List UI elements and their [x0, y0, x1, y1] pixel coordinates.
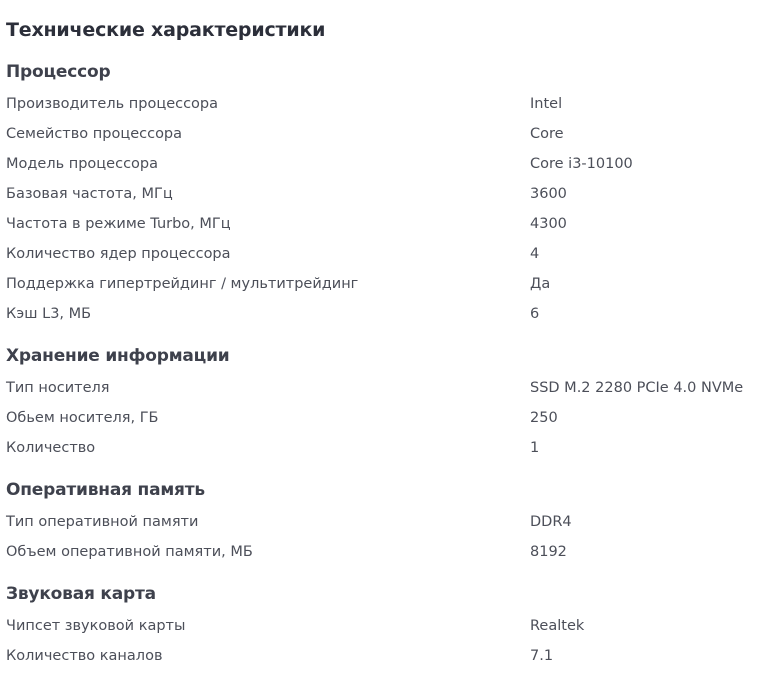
spec-value: 7.1	[530, 648, 554, 664]
section-title: Хранение информации	[6, 346, 230, 366]
spec-value: Core i3-10100	[530, 156, 633, 172]
spec-section	[6, 344, 759, 468]
spec-row	[6, 646, 759, 676]
spec-name: Кэш L3, МБ	[6, 306, 92, 322]
spec-row	[6, 408, 759, 438]
spec-row	[6, 154, 759, 184]
spec-row	[6, 542, 759, 572]
spec-row	[6, 438, 759, 468]
spec-name: Тип оперативной памяти	[6, 514, 199, 530]
spec-value: 4300	[530, 216, 567, 232]
spec-name: Количество каналов	[6, 648, 163, 664]
spec-row	[6, 378, 759, 408]
spec-name: Количество	[6, 440, 96, 456]
spec-row	[6, 184, 759, 214]
spec-value: 8192	[530, 544, 567, 560]
spec-row	[6, 304, 759, 334]
spec-value: Intel	[530, 96, 563, 112]
spec-value: 6	[530, 306, 540, 322]
spec-value: 4	[530, 246, 540, 262]
spec-value: SSD M.2 2280 PCIe 4.0 NVMe	[530, 380, 744, 396]
spec-name: Обьем носителя, ГБ	[6, 410, 159, 426]
spec-value: Core	[530, 126, 564, 142]
section-title: Звуковая карта	[6, 584, 156, 604]
spec-name: Базовая частота, МГц	[6, 186, 173, 202]
spec-row	[6, 124, 759, 154]
section-title: Процессор	[6, 62, 111, 82]
spec-name: Семейство процессора	[6, 126, 183, 142]
spec-row	[6, 244, 759, 274]
spec-value: Realtek	[530, 618, 585, 634]
spec-value: 250	[530, 410, 558, 426]
spec-row	[6, 512, 759, 542]
spec-name: Объем оперативной памяти, МБ	[6, 544, 253, 560]
spec-value: 3600	[530, 186, 567, 202]
spec-sections	[6, 60, 759, 676]
spec-value: Да	[530, 276, 551, 292]
spec-value: DDR4	[530, 514, 572, 530]
spec-name: Тип носителя	[6, 380, 110, 396]
spec-row	[6, 274, 759, 304]
spec-section	[6, 478, 759, 572]
spec-section	[6, 60, 759, 334]
spec-name: Поддержка гипертрейдинг / мультитрейдинг	[6, 276, 359, 292]
spec-section	[6, 582, 759, 676]
spec-rows	[6, 512, 759, 572]
spec-row	[6, 616, 759, 646]
spec-name: Производитель процессора	[6, 96, 219, 112]
spec-name: Количество ядер процессора	[6, 246, 231, 262]
spec-value: 1	[530, 440, 540, 456]
spec-row	[6, 94, 759, 124]
section-title: Оперативная память	[6, 480, 205, 500]
spec-rows	[6, 94, 759, 334]
spec-rows	[6, 616, 759, 676]
spec-name: Частота в режиме Turbo, МГц	[6, 216, 231, 232]
spec-rows	[6, 378, 759, 468]
spec-row	[6, 214, 759, 244]
spec-name: Чипсет звуковой карты	[6, 618, 186, 634]
page-title: Технические характеристики	[6, 19, 326, 41]
spec-name: Модель процессора	[6, 156, 159, 172]
